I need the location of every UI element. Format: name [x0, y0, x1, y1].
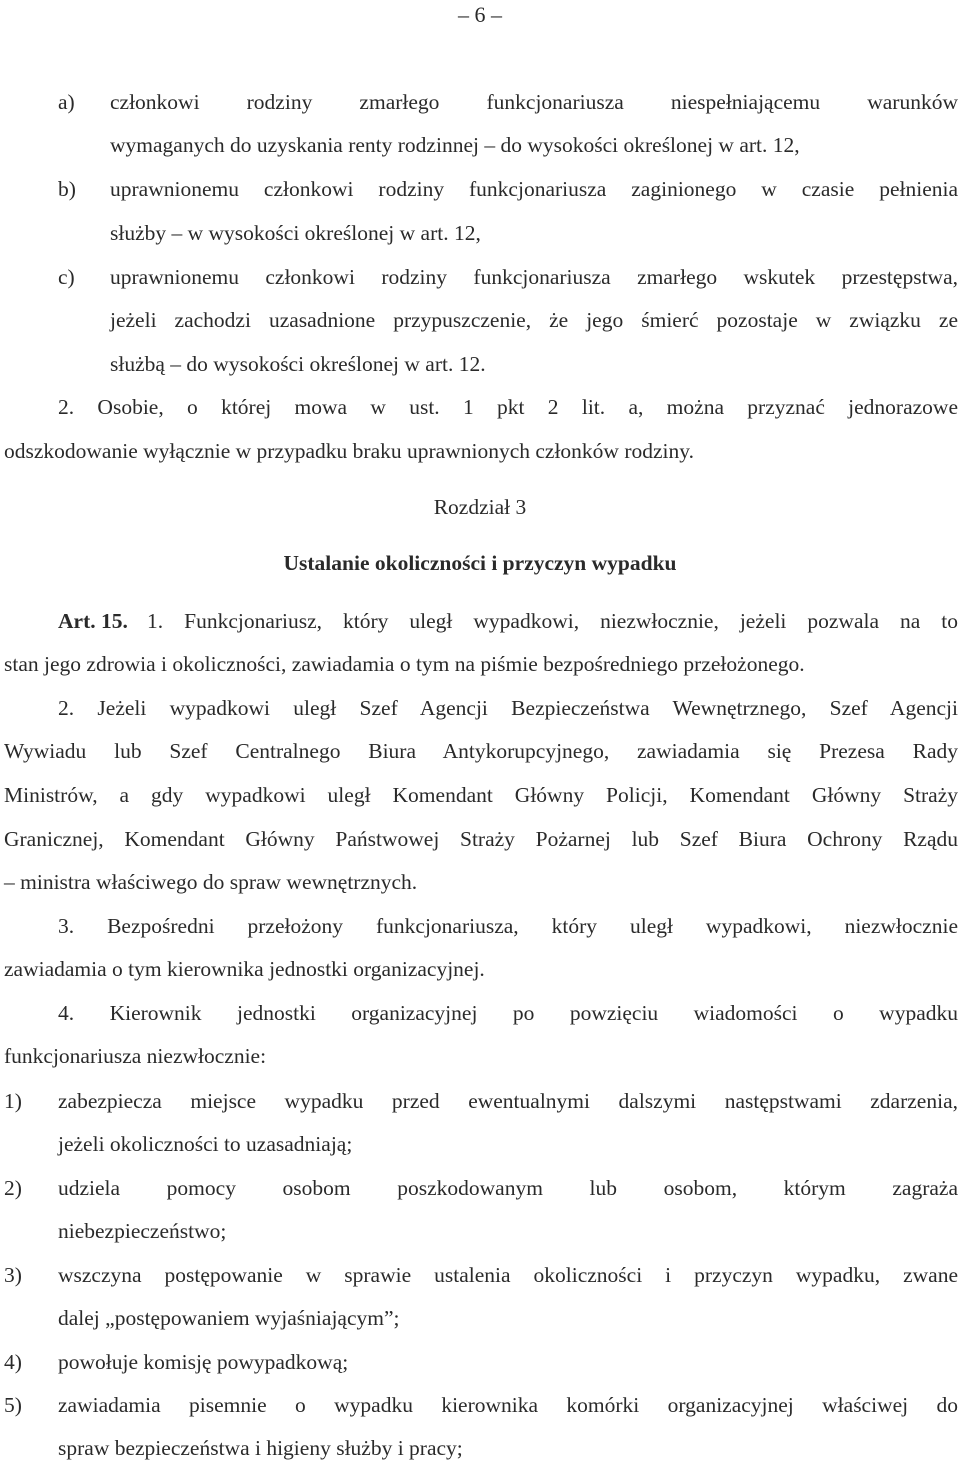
art15-p2-line-1: 2. Jeżeli wypadkowi uległ Szef Agencji Bezpieczeństwa Wewnętrznego, Szef Agencji: [58, 696, 958, 720]
list-c-line-3: służbą – do wysokości określonej w art. 12.: [110, 352, 486, 376]
item-marker-2: 2): [4, 1176, 22, 1200]
item-marker-3: 3): [4, 1263, 22, 1287]
art15-p3-line-1: 3. Bezpośredni przełożony funkcjonariusza, który uległ wypadkowi, niezwłocznie: [58, 914, 958, 938]
list-c-line-2: jeżeli zachodzi uzasadnione przypuszczenie, że jego śmierć pozostaje w związku ze: [110, 308, 958, 332]
art15-p2-line-3: Ministrów, a gdy wypadkowi uległ Komendant Główny Policji, Komendant Główny Straży: [4, 783, 958, 807]
art15-p4-line-1: 4. Kierownik jednostki organizacyjnej po powzięciu wiadomości o wypadku: [58, 1001, 958, 1025]
item-2-line-1: udziela pomocy osobom poszkodowanym lub osobom, którym zagraża: [58, 1176, 958, 1200]
list-marker-c: c): [58, 265, 75, 289]
art15-p1-line-1: 1. Funkcjonariusz, który uległ wypadkowi, niezwłocznie, jeżeli pozwala na to: [147, 609, 958, 633]
art15-p3-line-2: zawiadamia o tym kierownika jednostki organizacyjnej.: [4, 957, 485, 981]
art15-p2-line-4: Granicznej, Komendant Główny Państwowej Straży Pożarnej lub Szef Biura Ochrony Rządu: [4, 827, 958, 851]
list-marker-b: b): [58, 177, 76, 201]
list-a-line-2: wymaganych do uzyskania renty rodzinnej – do wysokości określonej w art. 12,: [110, 133, 800, 157]
item-1-line-2: jeżeli okoliczności to uzasadniają;: [58, 1132, 353, 1156]
list-marker-a: a): [58, 90, 75, 114]
item-3-line-1: wszczyna postępowanie w sprawie ustalenia okoliczności i przyczyn wypadku, zwane: [58, 1263, 958, 1287]
page-number: – 6 –: [458, 2, 502, 27]
item-3-line-2: dalej „postępowaniem wyjaśniającym”;: [58, 1306, 400, 1330]
art15-p2-line-5: – ministra właściwego do spraw wewnętrznych.: [4, 870, 418, 894]
item-2-line-2: niebezpieczeństwo;: [58, 1219, 227, 1243]
list-b-line-1: uprawnionemu członkowi rodziny funkcjonariusza zaginionego w czasie pełnienia: [110, 177, 958, 201]
para-2-line-2: odszkodowanie wyłącznie w przypadku braku uprawnionych członków rodziny.: [4, 439, 694, 463]
item-marker-1: 1): [4, 1089, 22, 1113]
article-heading: Art. 15.: [58, 609, 128, 633]
chapter-subtitle: Ustalanie okoliczności i przyczyn wypadku: [283, 551, 677, 575]
item-5-line-2: spraw bezpieczeństwa i higieny służby i pracy;: [58, 1436, 463, 1460]
para-2-line-1: 2. Osobie, o której mowa w ust. 1 pkt 2 lit. a, można przyznać jednorazowe: [58, 395, 958, 419]
chapter-title: Rozdział 3: [433, 495, 527, 519]
item-marker-4: 4): [4, 1350, 22, 1374]
list-b-line-2: służby – w wysokości określonej w art. 12,: [110, 221, 481, 245]
item-4-line-1: powołuje komisję powypadkową;: [58, 1350, 349, 1374]
item-marker-5: 5): [4, 1393, 22, 1417]
list-a-line-1: członkowi rodziny zmarłego funkcjonariusza niespełniającemu warunków: [110, 90, 958, 114]
art15-p2-line-2: Wywiadu lub Szef Centralnego Biura Antykorupcyjnego, zawiadamia się Prezesa Rady: [4, 739, 958, 763]
item-5-line-1: zawiadamia pisemnie o wypadku kierownika komórki organizacyjnej właściwej do: [58, 1393, 958, 1417]
art15-p4-line-2: funkcjonariusza niezwłocznie:: [4, 1044, 267, 1068]
list-c-line-1: uprawnionemu członkowi rodziny funkcjonariusza zmarłego wskutek przestępstwa,: [110, 265, 958, 289]
item-1-line-1: zabezpiecza miejsce wypadku przed ewentualnymi dalszymi następstwami zdarzenia,: [58, 1089, 958, 1113]
art15-p1-line-2: stan jego zdrowia i okoliczności, zawiadamia o tym na piśmie bezpośredniego przełożonego.: [4, 652, 805, 676]
